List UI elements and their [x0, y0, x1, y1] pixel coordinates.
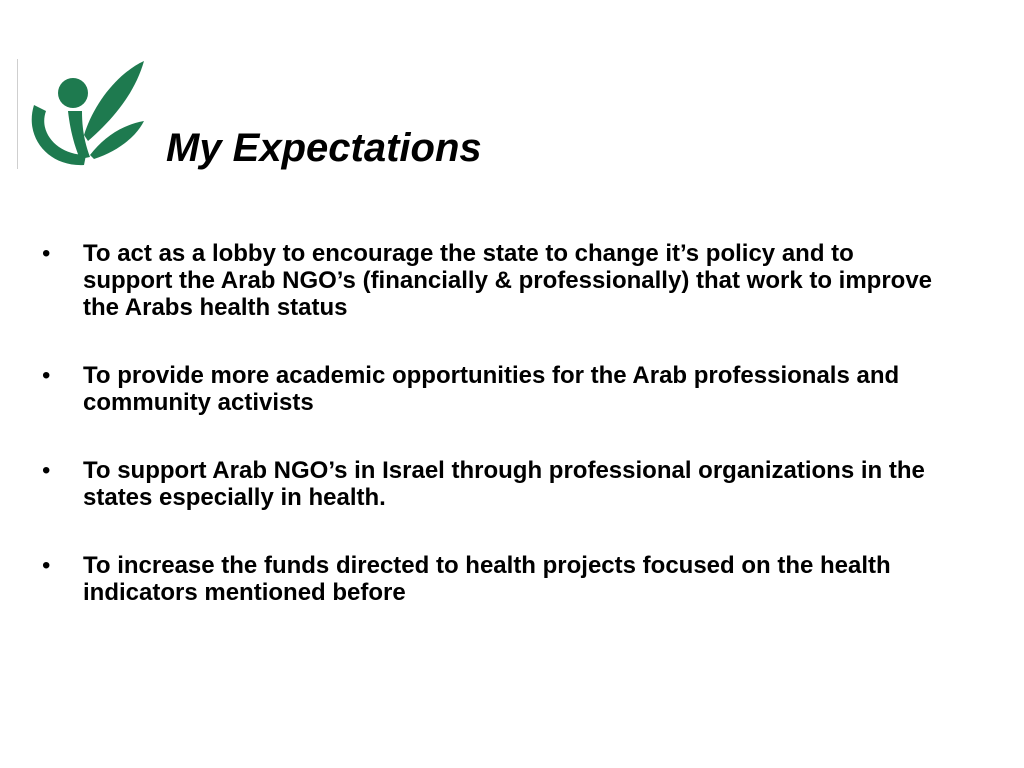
- bullet-marker-icon: •: [42, 362, 51, 389]
- bullet-marker-icon: •: [42, 457, 51, 484]
- leaf-figure-logo-icon: [18, 59, 146, 169]
- organization-logo: [17, 59, 146, 169]
- bullet-text: To act as a lobby to encourage the state to change it’s policy and to support the Arab NGO’s (financially & professionally) that work to improve the Arabs health status: [83, 240, 933, 321]
- bullet-marker-icon: •: [42, 240, 51, 267]
- bullet-text: To provide more academic opportunities for the Arab professionals and community activists: [83, 362, 900, 416]
- slide-title: My Expectations: [166, 126, 482, 170]
- bullet-item: [42, 552, 942, 606]
- bullet-item: [42, 240, 942, 321]
- bullet-text: To increase the funds directed to health projects focused on the health indicators mentioned before: [83, 552, 891, 606]
- bullet-item: [42, 457, 942, 511]
- bullet-list: [42, 240, 942, 606]
- bullet-marker-icon: •: [42, 552, 51, 579]
- bullet-item: [42, 362, 942, 416]
- bullet-text: To support Arab NGO’s in Israel through professional organizations in the states especially in health.: [83, 457, 925, 511]
